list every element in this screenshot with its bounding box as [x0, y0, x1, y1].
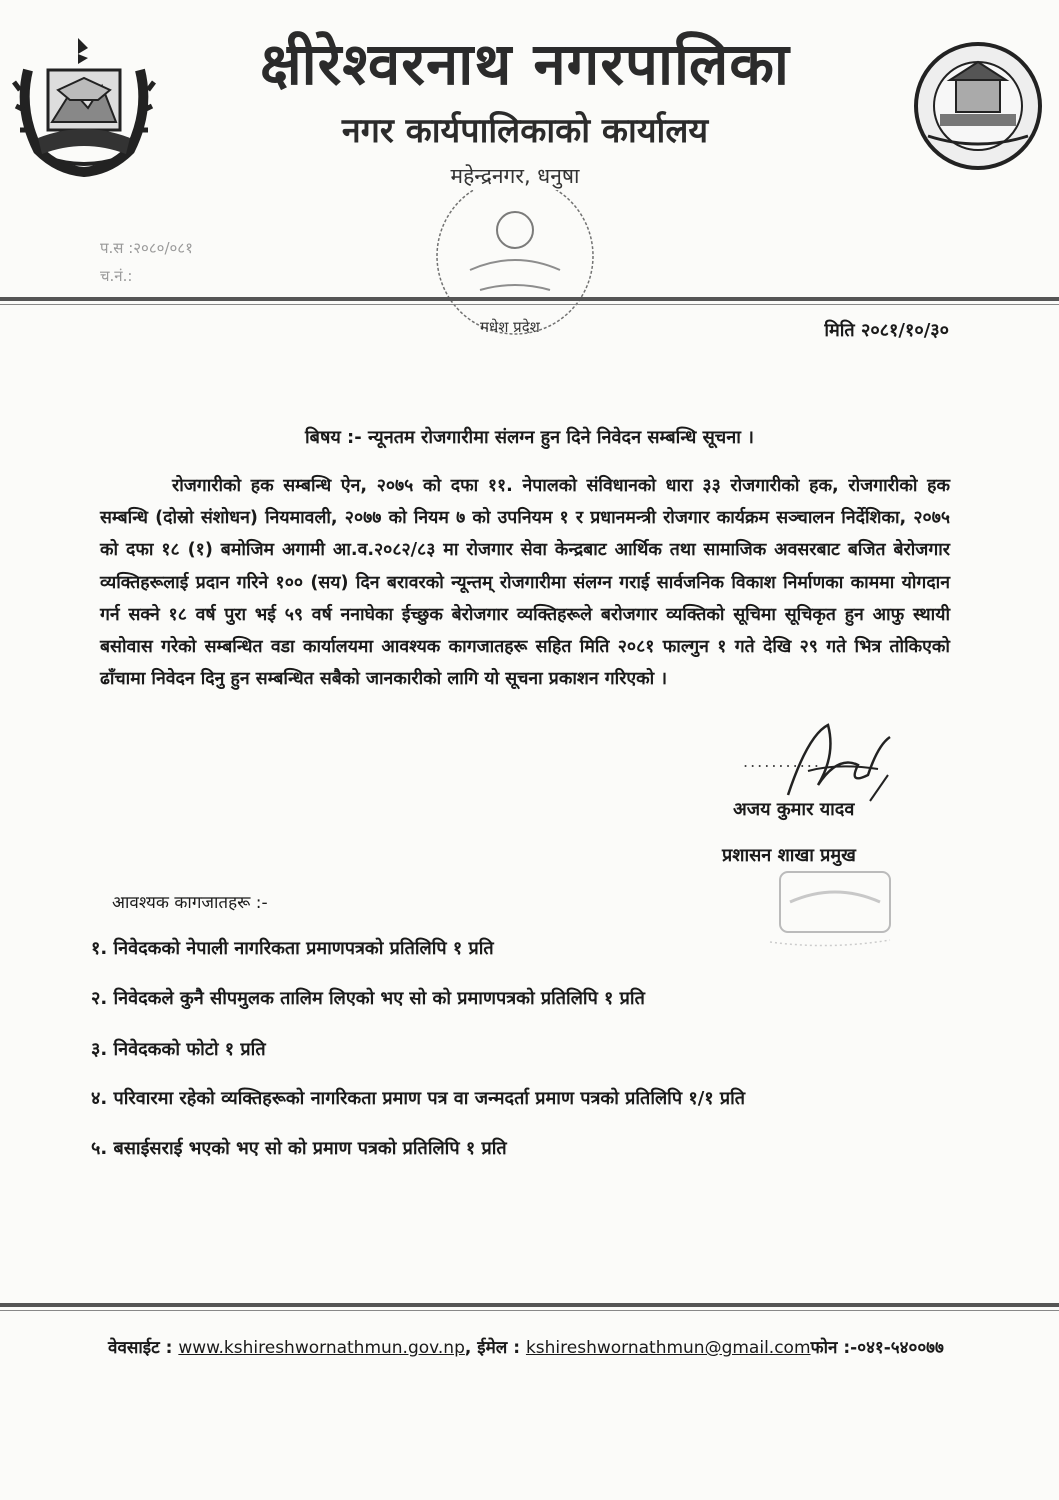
notice-date: मिति २०८१/१०/३०: [824, 320, 949, 341]
header-divider-thin: [0, 304, 1059, 305]
office-name: नगर कार्यपालिकाको कार्यालय: [341, 111, 709, 151]
office-address: महेन्द्रनगर, धनुषा: [450, 164, 580, 188]
stamp-text: मधेश प्रदेश: [480, 318, 540, 336]
document-item: ४. परिवारमा रहेको व्यक्तिहरूको नागरिकता प्रमाण पत्र वा जन्मदर्ता प्रमाण पत्रको प्रतिलिपि १/१ प्रति: [91, 1088, 746, 1109]
footer-divider-thin: [0, 1310, 1059, 1311]
document-item: २. निवेदकले कुनै सीपमुलक तालिम लिएको भए सो को प्रमाणपत्रको प्रतिलिपि १ प्रति: [91, 988, 645, 1009]
footer-contact: [108, 1335, 944, 1358]
phone-number: फोन :-०४१-५४००७७: [810, 1338, 944, 1358]
documents-heading: आवश्यक कागजातहरू :-: [112, 893, 268, 913]
signatory-title: प्रशासन शाखा प्रमुख: [722, 845, 856, 866]
municipality-name: क्षीरेश्वरनाथ नगरपालिका: [260, 30, 790, 98]
document-item: ५. बसाईसराई भएको भए सो को प्रमाण पत्रको प्रतिलिपि १ प्रति: [91, 1138, 507, 1159]
document-item: १. निवेदकको नेपाली नागरिकता प्रमाणपत्रको प्रतिलिपि १ प्रति: [91, 938, 494, 959]
website-link[interactable]: www.kshireshwornathmun.gov.np: [178, 1338, 465, 1358]
reference-number: प.स :२०८०/०८१: [100, 239, 193, 257]
signatory-name: अजय कुमार यादव: [733, 799, 855, 820]
dispatch-number: च.नं.:: [100, 267, 133, 285]
nepal-emblem-icon: [8, 30, 160, 180]
notice-body: रोजगारीको हक सम्बन्धि ऐन, २०७५ को दफा ११. नेपालको संविधानको धारा ३३ रोजगारीको हक, रोजगारीको हक सम्बन्धि (दोस्रो संशोधन) नियमावली, २०७७ को नियम ७ को उपनियम १ र प्रधानमन्त्री रोजगार कार्यक्रम सञ्चालन निर्देशिका, २०७५ को दफा १८ (१) बमोजिम अगामी आ.व.२०८२/८३ मा रोजगार सेवा केन्द्रबाट आर्थिक तथा सामाजिक अवसरबाट बजित बेरोजगार व्यक्तिहरूलाई प्रदान गरिने १०० (सय) दिन बरावरको न्यून्तम् रोजगारीमा संलग्न गराई सार्वजनिक विकाश निर्माणका काममा योगदान गर्न सक्ने १८ वर्ष पुरा भई ५९ वर्ष ननाघेका ईच्छुक बेरोजगार व्यक्तिहरूले बरोजगार व्यक्तिको सूचिमा सूचिकृत हुन आफु स्थायी बसोवास गरेको सम्बन्धित वडा कार्यालयमा आवश्यक कागजातहरू सहित मिति २०८१ फाल्गुन १ गते देखि २९ गते भित्र तोकिएको ढाँचामा निवेदन दिनु हुन सम्बन्धित सबैको जानकारीको लागि यो सूचना प्रकाशन गरिएको ।: [100, 476, 950, 690]
notice-subject: बिषय :- न्यूनतम रोजगारीमा संलग्न हुन दिने निवेदन सम्बन्धि सूचना ।: [305, 427, 754, 448]
faded-stamp: [760, 862, 900, 952]
document-item: ३. निवेदकको फोटो १ प्रति: [91, 1039, 266, 1060]
signature-line: ...........: [743, 752, 821, 771]
email-label: , ईमेल :: [464, 1338, 521, 1358]
municipality-logo-icon: [898, 40, 1058, 172]
email-link[interactable]: kshireshwornathmun@gmail.com: [525, 1338, 811, 1358]
official-seal-stamp: [420, 190, 610, 340]
header-divider: [0, 297, 1059, 301]
website-label: वेवसाईट :: [108, 1338, 173, 1358]
footer-divider: [0, 1303, 1059, 1307]
reference-block: [100, 234, 193, 290]
